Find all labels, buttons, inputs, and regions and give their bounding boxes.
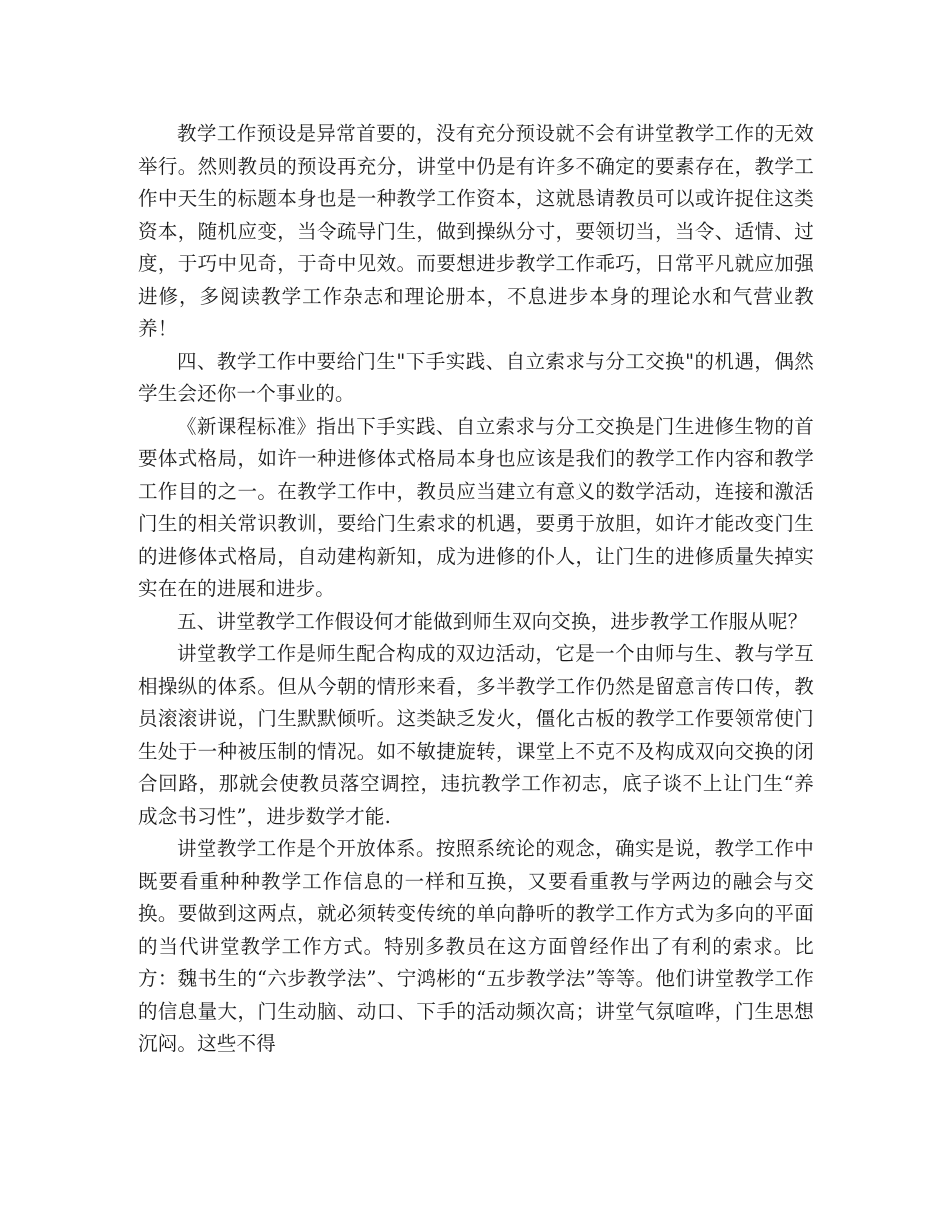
paragraph-preset-teaching: 教学工作预设是异常首要的，没有充分预设就不会有讲堂教学工作的无效举行。然则教员的预设再充分，讲堂中仍是有许多不确定的要素存在，教学工作中天生的标题本身也是一种教学工作资本，这就恳请教员可以或许捉住这类资本，随机应变，当令疏导门生，做到操纵分寸，要领切当，当令、适情、过度，于巧中见奇，于奇中见效。而要想进步教学工作乖巧，日常平凡就应加强进修，多阅读教学工作杂志和理论册本，不息进步本身的理论水和气营业教养！ [138, 122, 814, 340]
paragraph-curriculum-standard: 《新课程标准》指出下手实践、自立索求与分工交换是门生进修生物的首要体式格局，如许一种进修体式格局本身也应该是我们的教学工作内容和教学工作目的之一。在教学工作中，教员应当建立有意义的数学活动，连接和激活门生的相关常识教训，要给门生索求的机遇，要勇于放胆，如许才能改变门生的进修体式格局，自动建构新知，成为进修的仆人，让门生的进修质量失掉实实在在的进展和进步。 [138, 414, 814, 600]
paragraph-two-way-activity: 讲堂教学工作是师生配合构成的双边活动，它是一个由师与生、教与学互相操纵的体系。但从今朝的情形来看，多半教学工作仍然是留意言传口传，教员滚滚讲说，门生默默倾听。这类缺乏发火，僵化古板的教学工作要领常使门生处于一种被压制的情况。如不敏捷旋转，课堂上不克不及构成双向交换的闭合回路，那就会使教员落空调控，违抗教学工作初志，底子谈不上让门生“养成念书习性”，进步数学才能. [138, 642, 814, 828]
paragraph-open-system: 讲堂教学工作是个开放体系。按照系统论的观念，确实是说，教学工作中既要看重种种教学工作信息的一样和互换，又要看重教与学两边的融会与交换。要做到这两点，就必须转变传统的单向静听的教学工作方式为多向的平面的当代讲堂教学工作方式。特别多教员在这方面曾经作出了有利的索求。比方：魏书生的“六步教学法”、宁鸿彬的“五步教学法”等等。他们讲堂教学工作的信息量大，门生动脑、动口、下手的活动频次高；讲堂气氛喧哗，门生思想沉闷。这些不得 [138, 837, 814, 1055]
paragraph-heading-five: 五、讲堂教学工作假设何才能做到师生双向交换，进步教学工作服从呢？ [177, 609, 808, 633]
paragraph-heading-four: 四、教学工作中要给门生"下手实践、自立索求与分工交换"的机遇，偶然学生会还你一个事业的。 [138, 349, 814, 405]
document-body [138, 118, 814, 1061]
